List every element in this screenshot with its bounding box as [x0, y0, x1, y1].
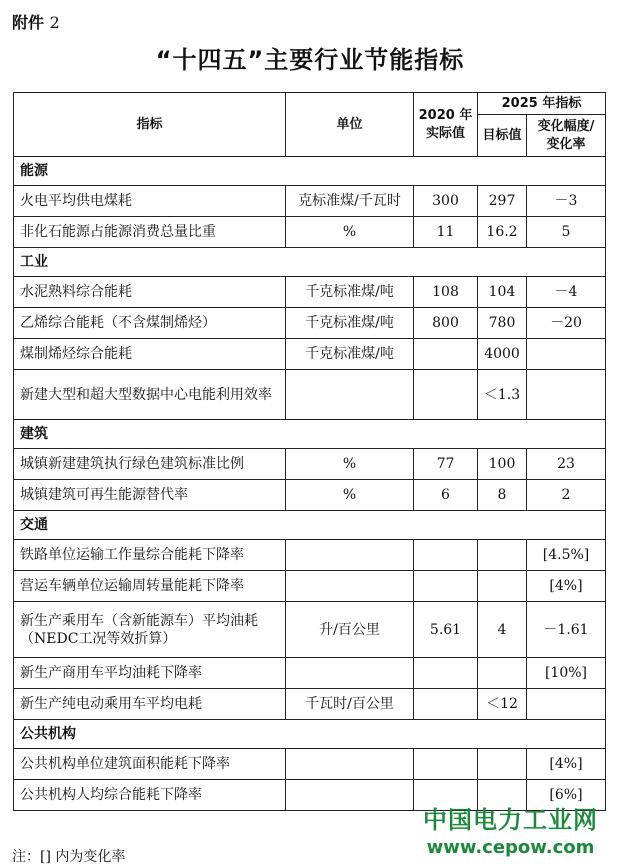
- section-title: 工业: [14, 248, 606, 277]
- change-cell: －3: [527, 186, 606, 217]
- unit-cell: %: [286, 480, 414, 511]
- indicator-name: 城镇建筑可再生能源替代率: [14, 480, 286, 511]
- unit-cell: [286, 370, 414, 420]
- indicator-name: 城镇新建建筑执行绿色建筑标准比例: [14, 449, 286, 480]
- target-2025-cell: [478, 658, 527, 689]
- table-row: [14, 571, 606, 602]
- table-row: [14, 217, 606, 248]
- header-actual-line2: 实际值: [425, 125, 465, 141]
- section-row: [14, 511, 606, 540]
- indicator-name: 营运车辆单位运输周转量能耗下降率: [14, 571, 286, 602]
- header-indicator: 指标: [14, 93, 286, 157]
- target-2025-cell: 4: [478, 602, 527, 658]
- target-2025-cell: ＜12: [478, 689, 527, 720]
- target-2025-cell: 297: [478, 186, 527, 217]
- section-title: 建筑: [14, 420, 606, 449]
- actual-2020-cell: [414, 540, 478, 571]
- table-row: [14, 308, 606, 339]
- indicator-name: 新生产乘用车（含新能源车）平均油耗（NEDC工况等效折算）: [14, 602, 286, 658]
- footnote: 注：[] 内为变化率: [12, 849, 126, 865]
- table-row: [14, 186, 606, 217]
- unit-cell: 升/百公里: [286, 602, 414, 658]
- indicator-name: 非化石能源占能源消费总量比重: [14, 217, 286, 248]
- actual-2020-cell: [414, 658, 478, 689]
- change-cell: 23: [527, 449, 606, 480]
- header-change-line1: 变化幅度/: [537, 118, 595, 134]
- header-unit: 单位: [286, 93, 414, 157]
- change-cell: 2: [527, 480, 606, 511]
- unit-cell: 千瓦时/百公里: [286, 689, 414, 720]
- indicator-name: 铁路单位运输工作量综合能耗下降率: [14, 540, 286, 571]
- indicator-name: 公共机构人均综合能耗下降率: [14, 780, 286, 811]
- watermark-name: 中国电力工业网: [423, 806, 598, 834]
- unit-cell: [286, 658, 414, 689]
- change-cell: －4: [527, 277, 606, 308]
- section-row: [14, 157, 606, 186]
- target-2025-cell: [478, 571, 527, 602]
- indicator-name: 乙烯综合能耗（不含煤制烯烃）: [14, 308, 286, 339]
- change-cell: [527, 370, 606, 420]
- target-2025-cell: 100: [478, 449, 527, 480]
- change-cell: －20: [527, 308, 606, 339]
- unit-cell: %: [286, 449, 414, 480]
- unit-cell: [286, 780, 414, 811]
- table-row: [14, 540, 606, 571]
- attachment-number: 2: [49, 13, 60, 32]
- watermark-url: www.cepow.com: [426, 837, 595, 858]
- indicator-name: 水泥熟料综合能耗: [14, 277, 286, 308]
- table-row: [14, 277, 606, 308]
- section-title: 能源: [14, 157, 606, 186]
- table-row: [14, 602, 606, 658]
- unit-cell: 千克标准煤/吨: [286, 277, 414, 308]
- change-cell: [4.5%]: [527, 540, 606, 571]
- watermark: [423, 800, 598, 858]
- header-target-2025: 2025 年指标: [478, 93, 606, 115]
- section-title: 公共机构: [14, 720, 606, 749]
- actual-2020-cell: [414, 339, 478, 370]
- change-cell: [4%]: [527, 749, 606, 780]
- table-row: [14, 370, 606, 420]
- table-row: [14, 480, 606, 511]
- table-row: [14, 749, 606, 780]
- actual-2020-cell: 77: [414, 449, 478, 480]
- actual-2020-cell: 11: [414, 217, 478, 248]
- target-2025-cell: 16.2: [478, 217, 527, 248]
- actual-2020-cell: 108: [414, 277, 478, 308]
- indicator-name: 新生产商用车平均油耗下降率: [14, 658, 286, 689]
- indicator-table: [13, 92, 606, 811]
- change-cell: －1.61: [527, 602, 606, 658]
- target-2025-cell: 104: [478, 277, 527, 308]
- target-2025-cell: [478, 540, 527, 571]
- target-2025-cell: 8: [478, 480, 527, 511]
- indicator-name: 新生产纯电动乘用车平均电耗: [14, 689, 286, 720]
- header-actual-line1: 2020 年: [418, 107, 473, 123]
- table-row: [14, 339, 606, 370]
- unit-cell: [286, 749, 414, 780]
- actual-2020-cell: 5.61: [414, 602, 478, 658]
- header-change: [527, 115, 606, 157]
- change-cell: [527, 339, 606, 370]
- actual-2020-cell: [414, 749, 478, 780]
- table-row: [14, 449, 606, 480]
- target-2025-cell: ＜1.3: [478, 370, 527, 420]
- change-cell: [6%]: [527, 780, 606, 811]
- actual-2020-cell: [414, 689, 478, 720]
- actual-2020-cell: 6: [414, 480, 478, 511]
- page-title: “十四五”主要行业节能指标: [155, 46, 465, 74]
- target-2025-cell: 780: [478, 308, 527, 339]
- indicator-name: 新建大型和超大型数据中心电能利用效率: [14, 370, 286, 420]
- change-cell: [10%]: [527, 658, 606, 689]
- actual-2020-cell: [414, 370, 478, 420]
- unit-cell: 克标准煤/千瓦时: [286, 186, 414, 217]
- table-row: [14, 689, 606, 720]
- change-cell: [527, 689, 606, 720]
- table-row: [14, 658, 606, 689]
- actual-2020-cell: [414, 571, 478, 602]
- actual-2020-cell: 800: [414, 308, 478, 339]
- unit-cell: %: [286, 217, 414, 248]
- actual-2020-cell: 300: [414, 186, 478, 217]
- target-2025-cell: [478, 749, 527, 780]
- section-row: [14, 720, 606, 749]
- unit-cell: 千克标准煤/吨: [286, 339, 414, 370]
- change-cell: [4%]: [527, 571, 606, 602]
- change-cell: 5: [527, 217, 606, 248]
- indicator-name: 公共机构单位建筑面积能耗下降率: [14, 749, 286, 780]
- header-change-line2: 变化率: [546, 136, 586, 152]
- unit-cell: 千克标准煤/吨: [286, 308, 414, 339]
- indicator-name: 煤制烯烃综合能耗: [14, 339, 286, 370]
- header-target-value: 目标值: [478, 115, 527, 157]
- attachment-label: 附件 2: [12, 13, 60, 32]
- section-title: 交通: [14, 511, 606, 540]
- section-row: [14, 248, 606, 277]
- indicator-name: 火电平均供电煤耗: [14, 186, 286, 217]
- header-actual-2020: [414, 93, 478, 157]
- section-row: [14, 420, 606, 449]
- unit-cell: [286, 571, 414, 602]
- target-2025-cell: 4000: [478, 339, 527, 370]
- unit-cell: [286, 540, 414, 571]
